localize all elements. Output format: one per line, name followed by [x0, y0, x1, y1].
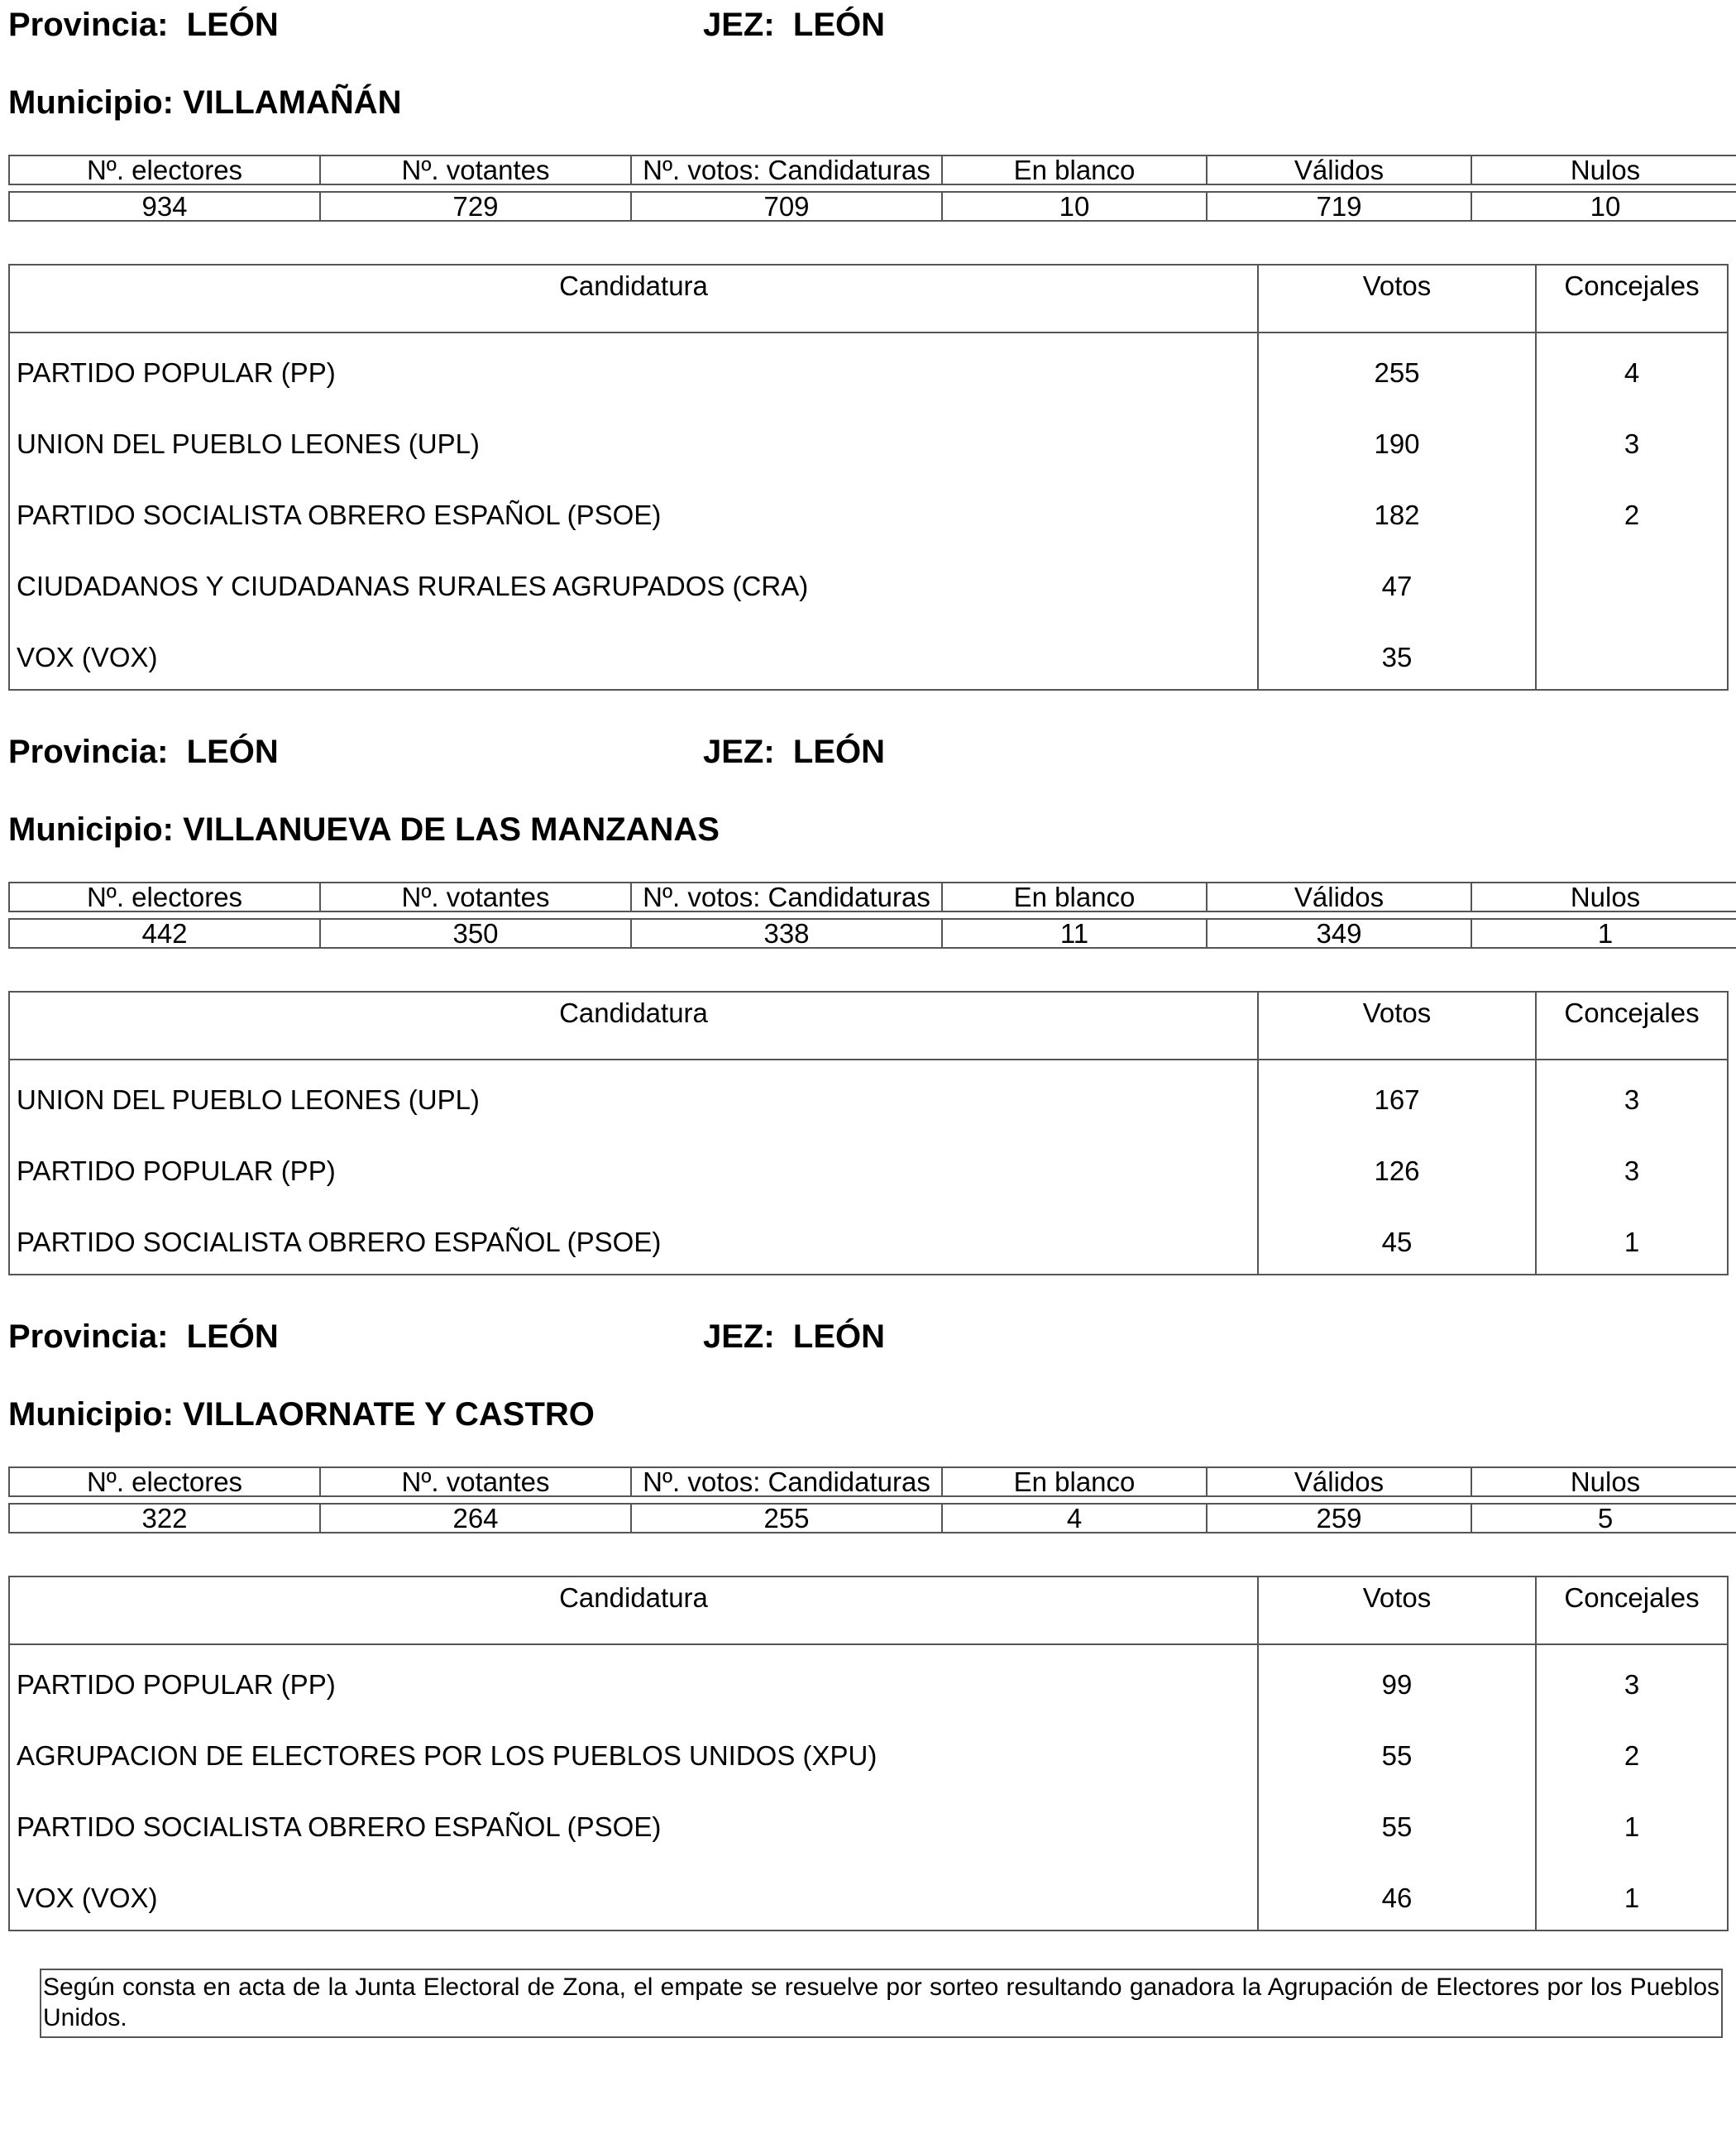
table-row [10, 1132, 1727, 1203]
province-header [8, 1318, 1729, 1355]
header-validos: Válidos [1207, 1467, 1471, 1496]
value-nulos: 1 [1471, 919, 1736, 948]
votos-value: 55 [1259, 1787, 1537, 1859]
table-row [10, 476, 1727, 547]
header-validos: Válidos [1207, 883, 1471, 911]
value-votantes: 729 [320, 192, 631, 221]
header-votos: Votos [1259, 1577, 1537, 1643]
municipio-title: Municipio: VILLANUEVA DE LAS MANZANAS [8, 811, 720, 848]
candidatura-name: PARTIDO SOCIALISTA OBRERO ESPAÑOL (PSOE) [10, 476, 1259, 547]
header-votantes: Nº. votantes [320, 155, 631, 184]
header-nulos: Nulos [1471, 155, 1736, 184]
municipio-value: VILLANUEVA DE LAS MANZANAS [183, 811, 720, 848]
value-nulos: 10 [1471, 192, 1736, 221]
value-electores: 934 [9, 192, 320, 221]
header-candidatura: Candidatura [10, 1577, 1259, 1643]
concejales-value: 2 [1624, 1740, 1640, 1771]
votos-value: 190 [1259, 404, 1537, 476]
provincia-label: Provincia: [8, 734, 169, 770]
value-validos: 259 [1207, 1504, 1471, 1533]
candidatura-name: UNION DEL PUEBLO LEONES (UPL) [10, 404, 1259, 476]
value-electores: 322 [9, 1504, 320, 1533]
concejales-value: 3 [1624, 428, 1640, 459]
provincia-value: LEÓN [186, 734, 279, 770]
header-en-blanco: En blanco [942, 155, 1207, 184]
stats-header-row [9, 155, 1736, 184]
results-table [8, 264, 1729, 691]
header-candidatura: Candidatura [10, 266, 1259, 332]
results-table [8, 1576, 1729, 1931]
jez-value: LEÓN [792, 7, 886, 43]
province-header [8, 7, 1729, 43]
value-validos: 719 [1207, 192, 1471, 221]
province-header [8, 734, 1729, 770]
jez-value: LEÓN [792, 734, 886, 770]
votos-value: 255 [1259, 333, 1537, 404]
table-row [10, 547, 1727, 618]
tie-resolution-note: Según consta en acta de la Junta Electoral de Zona, el empate se resuelve por sorteo resultando ganadora la Agrupación de Electores por los Pueblos Unidos. [40, 1969, 1723, 2038]
votos-value: 46 [1259, 1859, 1537, 1930]
header-electores: Nº. electores [9, 1467, 320, 1496]
concejales-value: 2 [1624, 500, 1640, 530]
header-concejales: Concejales [1564, 998, 1700, 1028]
header-concejales: Concejales [1564, 1582, 1700, 1613]
candidatura-name: PARTIDO POPULAR (PP) [10, 1645, 1259, 1716]
table-row [10, 1645, 1727, 1716]
candidatura-name: PARTIDO SOCIALISTA OBRERO ESPAÑOL (PSOE) [10, 1787, 1259, 1859]
votos-value: 99 [1259, 1645, 1537, 1716]
value-votantes: 350 [320, 919, 631, 948]
candidatura-name: AGRUPACION DE ELECTORES POR LOS PUEBLOS UNIDOS (XPU) [10, 1716, 1259, 1787]
value-en-blanco: 11 [942, 919, 1207, 948]
stats-table [8, 155, 1736, 222]
header-nulos: Nulos [1471, 1467, 1736, 1496]
provincia-value: LEÓN [186, 7, 279, 43]
stats-header-row [9, 883, 1736, 911]
value-en-blanco: 4 [942, 1504, 1207, 1533]
municipio-title: Municipio: VILLAMAÑÁN [8, 84, 402, 121]
jez-value: LEÓN [792, 1318, 886, 1355]
concejales-value: 1 [1624, 1883, 1640, 1913]
stats-table [8, 882, 1736, 949]
concejales-value: 3 [1624, 1155, 1640, 1186]
provincia-label: Provincia: [8, 1318, 169, 1355]
header-en-blanco: En blanco [942, 883, 1207, 911]
header-electores: Nº. electores [9, 155, 320, 184]
concejales-value [1537, 547, 1727, 618]
stats-value-row [9, 192, 1736, 221]
concejales-value: 1 [1624, 1227, 1640, 1257]
votos-value: 47 [1259, 547, 1537, 618]
header-votantes: Nº. votantes [320, 883, 631, 911]
table-row [10, 404, 1727, 476]
votos-value: 55 [1259, 1716, 1537, 1787]
header-candidatura: Candidatura [10, 993, 1259, 1059]
stats-header-row [9, 1467, 1736, 1496]
stats-table [8, 1466, 1736, 1533]
stats-value-row [9, 919, 1736, 948]
table-row [10, 333, 1727, 404]
header-votantes: Nº. votantes [320, 1467, 631, 1496]
value-votantes: 264 [320, 1504, 631, 1533]
candidatura-name: PARTIDO SOCIALISTA OBRERO ESPAÑOL (PSOE) [10, 1203, 1259, 1274]
header-concejales: Concejales [1564, 270, 1700, 301]
candidatura-name: VOX (VOX) [10, 1859, 1259, 1930]
table-row [10, 618, 1727, 689]
concejales-value [1537, 618, 1727, 689]
provincia-value: LEÓN [186, 1318, 279, 1355]
concejales-value: 4 [1624, 357, 1640, 388]
header-votos-candidaturas: Nº. votos: Candidaturas [631, 155, 942, 184]
header-votos-candidaturas: Nº. votos: Candidaturas [631, 1467, 942, 1496]
candidatura-name: CIUDADANOS Y CIUDADANAS RURALES AGRUPADOS (CRA) [10, 547, 1259, 618]
votos-value: 167 [1259, 1060, 1537, 1132]
results-header-row [10, 266, 1727, 333]
value-en-blanco: 10 [942, 192, 1207, 221]
candidatura-name: VOX (VOX) [10, 618, 1259, 689]
table-row [10, 1203, 1727, 1274]
value-validos: 349 [1207, 919, 1471, 948]
header-electores: Nº. electores [9, 883, 320, 911]
concejales-value: 3 [1624, 1669, 1640, 1700]
header-nulos: Nulos [1471, 883, 1736, 911]
value-votos-candidaturas: 255 [631, 1504, 942, 1533]
table-row [10, 1787, 1727, 1859]
provincia-label: Provincia: [8, 7, 169, 43]
header-en-blanco: En blanco [942, 1467, 1207, 1496]
votos-value: 182 [1259, 476, 1537, 547]
value-nulos: 5 [1471, 1504, 1736, 1533]
concejales-value: 1 [1624, 1811, 1640, 1842]
municipio-section-villaornate [8, 1318, 1729, 1913]
jez-label: JEZ: [703, 1318, 775, 1355]
value-electores: 442 [9, 919, 320, 948]
header-votos-candidaturas: Nº. votos: Candidaturas [631, 883, 942, 911]
votos-value: 35 [1259, 618, 1537, 689]
results-header-row [10, 1577, 1727, 1645]
candidatura-name: PARTIDO POPULAR (PP) [10, 1132, 1259, 1203]
header-votos: Votos [1259, 993, 1537, 1059]
votos-value: 126 [1259, 1132, 1537, 1203]
table-row [10, 1060, 1727, 1132]
municipio-value: VILLAORNATE Y CASTRO [183, 1396, 595, 1433]
votos-value: 45 [1259, 1203, 1537, 1274]
municipio-section-villamanan [8, 7, 1729, 672]
table-row [10, 1716, 1727, 1787]
jez-label: JEZ: [703, 734, 775, 770]
concejales-value: 3 [1624, 1084, 1640, 1115]
candidatura-name: UNION DEL PUEBLO LEONES (UPL) [10, 1060, 1259, 1132]
results-header-row [10, 993, 1727, 1060]
municipio-value: VILLAMAÑÁN [183, 84, 402, 121]
jez-label: JEZ: [703, 7, 775, 43]
value-votos-candidaturas: 338 [631, 919, 942, 948]
municipio-section-villanueva [8, 734, 1729, 1257]
municipio-title: Municipio: VILLAORNATE Y CASTRO [8, 1396, 595, 1433]
header-validos: Válidos [1207, 155, 1471, 184]
value-votos-candidaturas: 709 [631, 192, 942, 221]
table-row [10, 1859, 1727, 1930]
header-votos: Votos [1259, 266, 1537, 332]
candidatura-name: PARTIDO POPULAR (PP) [10, 333, 1259, 404]
results-table [8, 991, 1729, 1275]
stats-value-row [9, 1504, 1736, 1533]
